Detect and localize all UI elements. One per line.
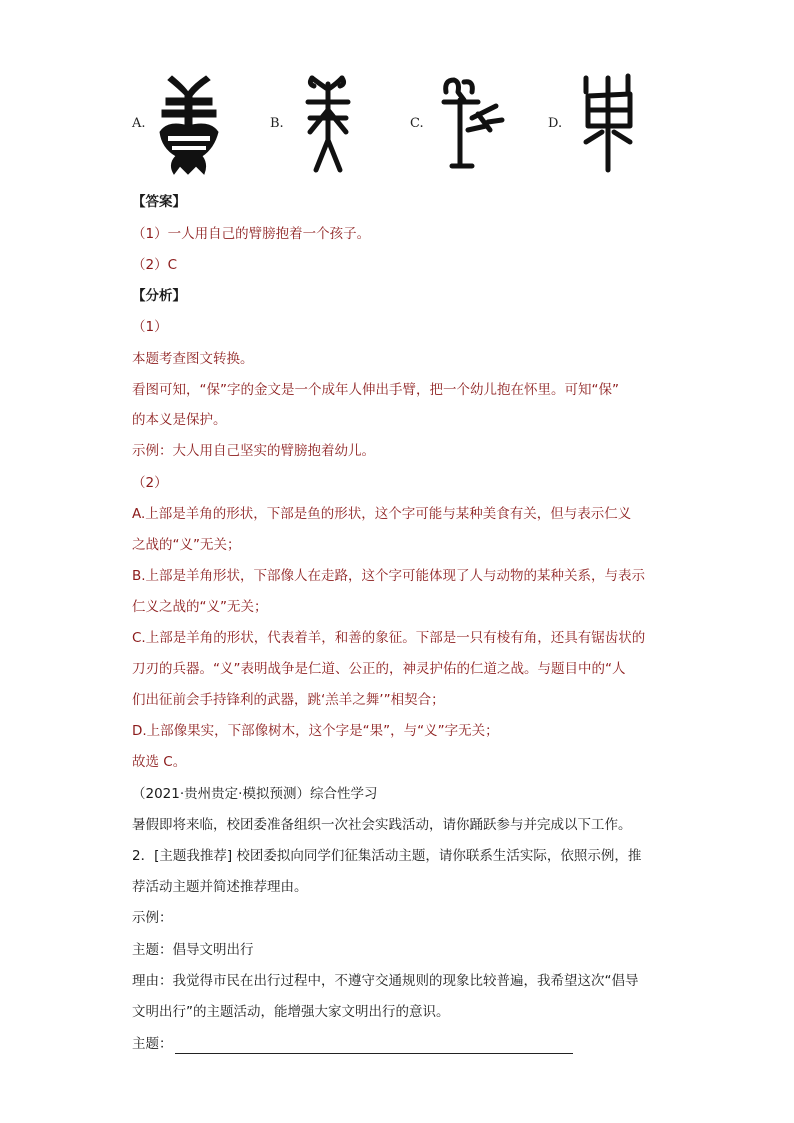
analysis-1-example: 示例：大人用自己坚实的臂膀抱着幼儿。 [132, 443, 375, 459]
analysis-heading: 【分析】 [132, 288, 186, 304]
analysis-1-line2: 的本义是保护。 [132, 412, 227, 428]
analysis-1-line1: 看图可知，“保”字的金文是一个成年人伸出手臂，把一个幼儿抱在怀里。可知“保” [132, 382, 619, 398]
option-b-label: B. [270, 116, 284, 131]
example-label: 示例： [132, 910, 173, 926]
answer-part-1: （1）一人用自己的臂膀抱着一个孩子。 [132, 226, 371, 242]
fruit-tree-glyph-icon [576, 70, 640, 178]
option-c-label: C. [410, 116, 424, 131]
option-b-analysis-line1: B.上部是羊角形状，下部像人在走路，这个字可能体现了人与动物的某种关系，与表示 [132, 568, 646, 584]
option-d-label: D. [548, 116, 563, 131]
option-glyph-row [132, 70, 692, 180]
sheep-halberd-glyph-icon [438, 70, 510, 178]
example-topic: 主题：倡导文明出行 [132, 942, 254, 958]
question-2-line1: 2．[主题我推荐] 校团委拟向同学们征集活动主题，请你联系生活实际，依照示例，推 [132, 848, 642, 864]
option-c-analysis-line1: C.上部是羊角的形状，代表着羊，和善的象征。下部是一只有棱有角，还具有锯齿状的 [132, 630, 646, 646]
option-c-analysis-line2: 刀刃的兵器。“义”表明战争是仁道、公正的，神灵护佑的仁道之战。与题目中的“人 [132, 661, 626, 677]
analysis-1-topic: 本题考查图文转换。 [132, 351, 254, 367]
topic-answer-blank[interactable] [175, 1039, 573, 1054]
topic-answer-row [132, 1034, 573, 1054]
analysis-2-marker: （2） [132, 475, 168, 491]
option-a-label: A. [132, 116, 146, 131]
conclusion: 故选 C。 [132, 754, 187, 770]
option-c-analysis-line3: 们出征前会手持锋利的武器，跳‘羔羊之舞’”相契合； [132, 692, 445, 708]
analysis-1-marker: （1） [132, 319, 168, 335]
answer-part-2: （2）C [132, 257, 178, 273]
question-source: （2021·贵州贵定·模拟预测）综合性学习 [132, 786, 378, 802]
question-2-line2: 荐活动主题并简述推荐理由。 [132, 879, 308, 895]
option-d-analysis-line1: D.上部像果实，下部像树木，这个字是“果”，与“义”字无关； [132, 723, 499, 739]
example-reason-line1: 理由：我觉得市民在出行过程中，不遵守交通规则的现象比较普遍，我希望这次“倡导 [132, 973, 639, 989]
option-a-analysis-line2: 之战的“义”无关； [132, 537, 241, 553]
example-reason-line2: 文明出行”的主题活动，能增强大家文明出行的意识。 [132, 1004, 450, 1020]
activity-intro: 暑假即将来临，校团委准备组织一次社会实践活动，请你踊跃参与并完成以下工作。 [132, 817, 632, 833]
sheep-fish-glyph-icon [154, 70, 224, 178]
topic-field-label: 主题： [132, 1036, 173, 1052]
option-b-analysis-line2: 仁义之战的“义”无关； [132, 599, 268, 615]
option-a-analysis-line1: A.上部是羊角的形状，下部是鱼的形状，这个字可能与某种美食有关，但与表示仁义 [132, 506, 632, 522]
sheep-walking-person-glyph-icon [298, 70, 358, 178]
answer-heading: 【答案】 [132, 194, 186, 210]
